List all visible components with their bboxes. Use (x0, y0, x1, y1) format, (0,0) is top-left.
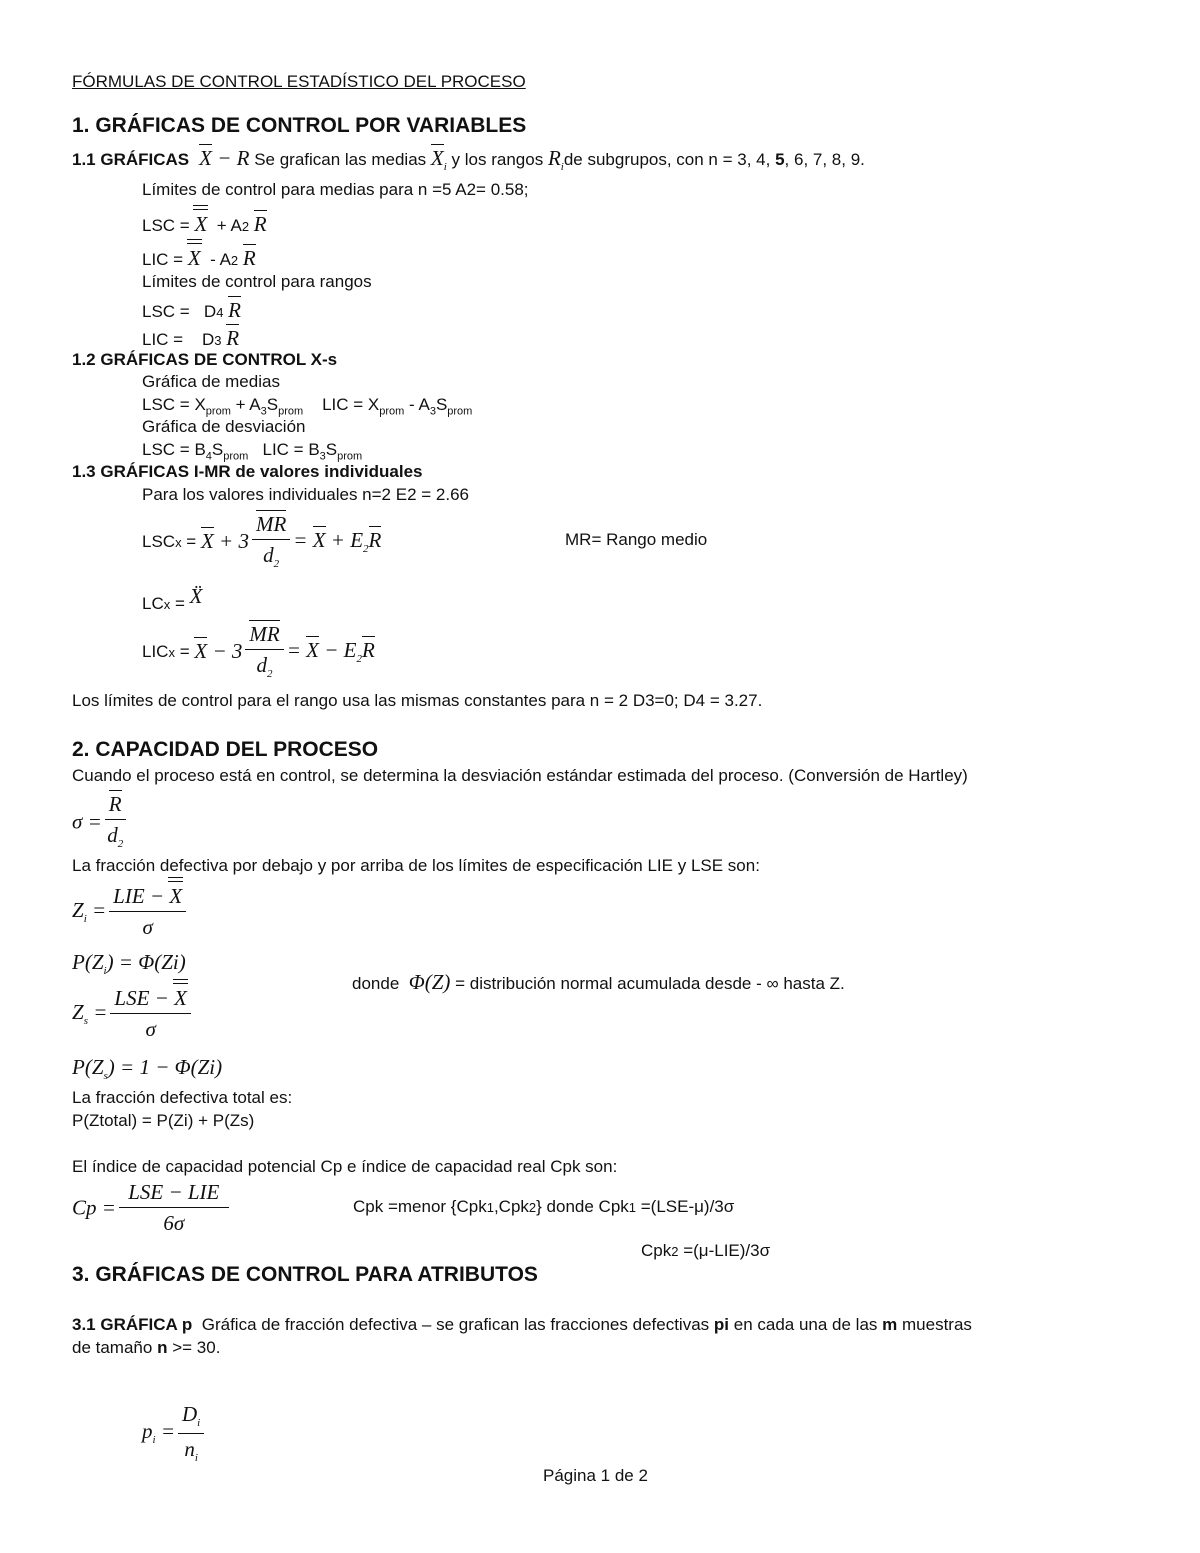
sigma-formula: σ = $\frac{R}{d_2}$ (72, 792, 129, 851)
cpk-text-d: =(LSE-μ)/3σ (636, 1197, 735, 1216)
cpk-text-b: ,Cpk (493, 1197, 529, 1216)
cpk2-label: Cpk (641, 1241, 672, 1260)
lcx-formula: LCx = Ẍ (142, 584, 203, 613)
zs-formula: $Z_s$ = $\frac{\text{LSE − X}}{\sigma}$ (72, 986, 194, 1041)
individual-values-text: Para los valores individuales n=2 E2 = 2.66 (142, 485, 469, 504)
limits-means-text: Límites de control para medias para n =5 A2= 0.58; (142, 180, 529, 199)
subsection-1-1-text-c: de subgrupos, con n = 3, 4, (563, 150, 771, 169)
subsection-1-1-bold-n: 5 (775, 150, 785, 169)
x-double-bar-symbol: X (194, 212, 208, 236)
r-bar-symbol: R (228, 298, 241, 322)
subsection-1-1-line (72, 146, 865, 174)
d-label: D (202, 330, 215, 349)
mr-note: MR= Rango medio (565, 530, 708, 549)
subsection-3-1-line (72, 1315, 972, 1335)
subsection-3-1-text2: en cada una de las (733, 1315, 878, 1334)
section-3-heading: 3. GRÁFICAS DE CONTROL PARA ATRIBUTOS (72, 1263, 538, 1286)
subsection-1-1-text-b: y los rangos (451, 150, 544, 169)
subsection-1-1-text-d: , 6, 7, 8, 9. (784, 150, 865, 169)
xbar-minus-r-formula: X − R (199, 146, 250, 170)
document-title: FÓRMULAS DE CONTROL ESTADÍSTICO DEL PROCESO (72, 72, 526, 91)
a2-sub: 2 (230, 253, 239, 268)
section-1-heading: 1. GRÁFICAS DE CONTROL POR VARIABLES (72, 114, 527, 137)
phi-definition (352, 970, 845, 994)
lsc-ranges-formula (142, 298, 241, 322)
cpk2-text: =(μ-LIE)/3σ (678, 1241, 771, 1260)
n-bold: n (157, 1338, 168, 1357)
subsection-1-2-label: 1.2 GRÁFICAS DE CONTROL X-s (72, 350, 338, 369)
cpk-text-a: Cpk =menor {Cpk (353, 1197, 487, 1216)
subsection-3-1-text3: muestras (902, 1315, 972, 1334)
phi-z-symbol: Φ(Z) (408, 970, 451, 994)
subsection-3-1-label: 3.1 GRÁFICA p (72, 1315, 193, 1334)
d-label: D (203, 302, 217, 321)
donde-label: donde (352, 974, 400, 993)
zi-formula: $Z_i$ = $\frac{\text{LIE − X}}{\sigma}$ (72, 884, 189, 939)
section-2-intro: Cuando el proceso está en control, se determina la desviación estándar estimada del proceso. (Conversión de Hartley) (72, 766, 968, 785)
r-bar-symbol: R (253, 212, 267, 236)
p-zs-formula: $P(Z_s) = 1 - \Phi(Zi)$ (72, 1055, 223, 1083)
subsection-3-1-line2a: de tamaño (72, 1338, 153, 1357)
lsc-label: LSC = (142, 216, 190, 235)
lic-means-formula (142, 246, 256, 270)
lic-label: LIC = (142, 250, 184, 269)
xs-means-formula: LSC = $X_{prom} + A_3S_{prom}$ LIC = $X_{prom} - A_3S_{prom}$ (142, 395, 473, 418)
means-chart-text: Gráfica de medias (142, 372, 280, 391)
subsection-1-1-text-a: Se grafican las medias (254, 150, 427, 169)
subsection-1-3-label: 1.3 GRÁFICAS I-MR de valores individuales (72, 462, 423, 481)
r-bar-symbol: R (226, 326, 240, 350)
phi-definition-text: = distribución normal acumulada desde - ∞ hasta Z. (455, 974, 845, 993)
lsc-means-formula (142, 212, 267, 236)
cp-formula: Cp = $\frac{\text{LSE − LIE}}{6\sigma}$ (72, 1180, 232, 1235)
capability-index-text: El índice de capacidad potencial Cp e índice de capacidad real Cpk son: (72, 1157, 618, 1176)
minus-a2: - A (210, 250, 231, 269)
r-bar-symbol: R (242, 246, 256, 270)
d4-sub: 4 (216, 305, 224, 320)
cpk-text-c: } donde Cpk (536, 1197, 629, 1216)
cpk2-formula: Cpk2 =(μ-LIE)/3σ (641, 1241, 771, 1260)
subsection-3-1-text: Gráfica de fracción defectiva – se grafican las fracciones defectivas (201, 1315, 710, 1334)
m-bold: m (882, 1315, 898, 1334)
d3-sub: 3 (214, 333, 222, 348)
range-limits-note: Los límites de control para el rango usa las mismas constantes para n = 2 D3=0; D4 = 3.27. (72, 691, 763, 710)
subsection-3-1-line2 (72, 1338, 220, 1358)
defective-fraction-text: La fracción defectiva por debajo y por arriba de los límites de especificación LIE y LSE son: (72, 856, 760, 875)
p-zi-formula: $P(Z_i) = \Phi(Zi)$ (72, 950, 186, 978)
xs-deviation-formula: LSC = $B_4S_{prom}$ LIC = $B_3S_{prom}$ (142, 440, 363, 463)
limits-ranges-text: Límites de control para rangos (142, 272, 372, 291)
a2-sub: 2 (241, 219, 250, 234)
xbar-i-symbol: $X_i$ (430, 146, 447, 174)
lic-ranges-formula (142, 326, 239, 350)
pi-formula: $p_i$ = $\frac{D_i}{n_i}$ (142, 1402, 207, 1465)
pi-bold: pi (713, 1315, 729, 1334)
lsc-label: LSC = (142, 302, 190, 321)
lic-label: LIC = (142, 330, 184, 349)
total-fraction-formula: P(Ztotal) = P(Zi) + P(Zs) (72, 1111, 255, 1130)
r-i-symbol: $R_i$ (547, 146, 564, 174)
deviation-chart-text: Gráfica de desviación (142, 417, 306, 436)
plus-a2: + A (216, 216, 242, 235)
subsection-1-1-label: 1.1 GRÁFICAS (72, 150, 190, 169)
lscx-formula: LSCx = X + 3 $\frac{MR}{d_2}$ = $X + E_2R$ (142, 512, 382, 571)
section-2-heading: 2. CAPACIDAD DEL PROCESO (72, 738, 379, 761)
page-footer: Página 1 de 2 (543, 1466, 648, 1485)
x-double-bar-symbol: X (187, 246, 201, 270)
licx-formula: LICx = X − 3 $\frac{MR}{d_2}$ = $X - E_2R$ (142, 622, 375, 681)
total-fraction-label: La fracción defectiva total es: (72, 1088, 293, 1107)
cpk-formula: Cpk =menor {Cpk1,Cpk2} donde Cpk1 =(LSE-μ)/3σ (353, 1197, 735, 1216)
subsection-3-1-line2b: >= 30. (172, 1338, 221, 1357)
